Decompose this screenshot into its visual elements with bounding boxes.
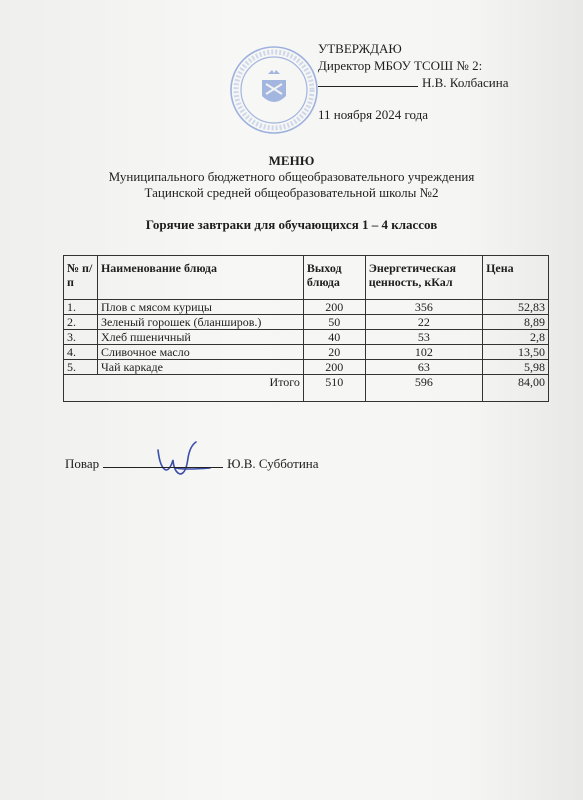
dish-price: 52,83 (483, 300, 549, 315)
menu-table (63, 255, 549, 402)
dish-price: 8,89 (483, 315, 549, 330)
menu-subtitle: Горячие завтраки для обучающихся 1 – 4 классов (145, 217, 438, 232)
cook-signature-block (65, 455, 319, 472)
dish-price: 2,8 (483, 330, 549, 345)
total-label: Итого (64, 375, 304, 402)
dish-price: 5,98 (483, 360, 549, 375)
official-seal-icon (228, 44, 320, 136)
row-number: 2. (64, 315, 98, 330)
approval-label: УТВЕРЖДАЮ (318, 41, 402, 56)
director-position: Директор МБОУ ТСОШ № 2: (318, 58, 483, 73)
dish-kcal: 22 (365, 315, 482, 330)
dish-kcal: 356 (365, 300, 482, 315)
column-header-kcal: Энергетическая ценность, кКал (365, 256, 482, 300)
cook-name: Ю.В. Субботина (227, 456, 319, 471)
document-heading (0, 153, 583, 233)
total-row (64, 375, 549, 402)
table-row (64, 360, 549, 375)
approval-date: 11 ноября 2024 года (318, 107, 429, 122)
dish-kcal: 53 (365, 330, 482, 345)
table-row (64, 330, 549, 345)
director-signature-line (318, 74, 418, 87)
row-number: 4. (64, 345, 98, 360)
column-header-price: Цена (483, 256, 549, 300)
dish-yield: 40 (303, 330, 365, 345)
total-yield: 510 (303, 375, 365, 402)
cook-signature-line (103, 455, 223, 468)
dish-price: 13,50 (483, 345, 549, 360)
table-row (64, 315, 549, 330)
dish-name: Плов с мясом курицы (97, 300, 303, 315)
dish-kcal: 102 (365, 345, 482, 360)
dish-yield: 50 (303, 315, 365, 330)
dish-yield: 20 (303, 345, 365, 360)
dish-kcal: 63 (365, 360, 482, 375)
column-header-number: № п/п (64, 256, 98, 300)
dish-yield: 200 (303, 300, 365, 315)
approval-block (318, 40, 568, 123)
dish-name: Зеленый горошек (бланширов.) (97, 315, 303, 330)
total-price: 84,00 (483, 375, 549, 402)
table-row (64, 345, 549, 360)
dish-name: Хлеб пшеничный (97, 330, 303, 345)
dish-name: Чай каркаде (97, 360, 303, 375)
total-kcal: 596 (365, 375, 482, 402)
page-title: МЕНЮ (268, 153, 315, 168)
column-header-dish: Наименование блюда (97, 256, 303, 300)
dish-name: Сливочное масло (97, 345, 303, 360)
row-number: 5. (64, 360, 98, 375)
column-header-yield: Выход блюда (303, 256, 365, 300)
cook-role: Повар (65, 456, 100, 471)
dish-yield: 200 (303, 360, 365, 375)
row-number: 3. (64, 330, 98, 345)
org-name-line2: Тацинской средней общеобразовательной школы №2 (144, 185, 439, 200)
table-header-row (64, 256, 549, 300)
table-row (64, 300, 549, 315)
org-name-line1: Муниципального бюджетного общеобразовательного учреждения (108, 169, 475, 184)
director-name: Н.В. Колбасина (422, 75, 509, 90)
row-number: 1. (64, 300, 98, 315)
